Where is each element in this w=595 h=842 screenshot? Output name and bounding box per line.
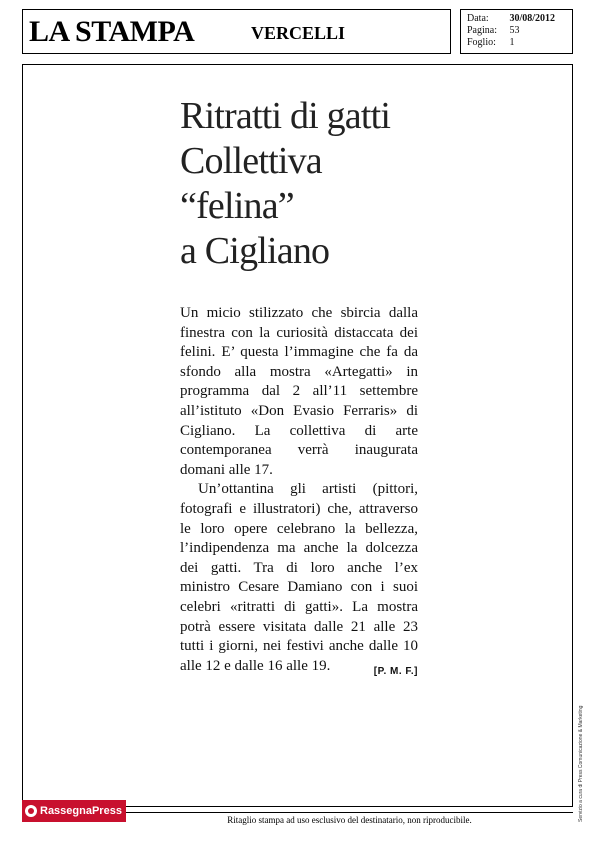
meta-sheet bbox=[467, 37, 515, 49]
article-body bbox=[180, 304, 418, 681]
article-headline bbox=[180, 94, 440, 274]
newspaper-masthead: LA STAMPA bbox=[29, 15, 195, 48]
headline-line: a Cigliano bbox=[180, 230, 330, 272]
rassegnapress-logo bbox=[22, 800, 126, 822]
service-credit: Servizio a cura di Press Comunicazione & Marketing bbox=[578, 705, 584, 822]
article-paragraph bbox=[180, 480, 418, 676]
meta-sheet-value: 1 bbox=[509, 37, 515, 48]
clipping-meta-box bbox=[460, 9, 573, 54]
byline: [P. M. F.] bbox=[373, 665, 418, 677]
meta-date bbox=[467, 13, 555, 25]
headline-line: Collettiva bbox=[180, 140, 322, 182]
logo-mark-icon bbox=[25, 805, 37, 817]
meta-date-value: 30/08/2012 bbox=[509, 13, 556, 24]
meta-sheet-label: Foglio: bbox=[467, 37, 496, 48]
meta-page bbox=[467, 25, 520, 37]
article-paragraph: Un micio stilizzato che sbircia dalla finestra con la curiosità distaccata dei felini. E’ questa l’immagine che fa da sfondo alla mostra «Artegatti» in programma dal 2 all’11 settembre all’istituto «Don Evasio Ferraris» di Cigliano. La collettiva di arte contemporanea verrà inaugurata domani alle 17. bbox=[180, 305, 418, 478]
footer-disclaimer: Ritaglio stampa ad uso esclusivo del destinatario, non riproducibile. bbox=[227, 815, 472, 825]
meta-page-value: 53 bbox=[509, 25, 520, 36]
masthead-box bbox=[22, 9, 451, 54]
article-paragraph-text: Un’ottantina gli artisti (pittori, fotografi e illustratori) che, attraverso le loro opere celebrano la bellezza, l’indipendenza ma anche la dolcezza dei gatti. Tra di loro anche l’ex ministro Cesare Damiano con i suoi celebri «ritratti di gatti». La mostra potrà essere visitata dalle 21 alle 23 tutti i giorni, nei festivi anche dalle 10 alle 12 e dalle 16 alle 19. bbox=[180, 481, 418, 674]
headline-line: “felina” bbox=[180, 185, 294, 227]
meta-date-label: Data: bbox=[467, 13, 489, 24]
meta-page-label: Pagina: bbox=[467, 25, 497, 36]
footer-divider bbox=[126, 812, 573, 813]
logo-text: RassegnaPress bbox=[40, 805, 122, 817]
headline-line: Ritratti di gatti bbox=[180, 95, 391, 137]
edition-label: VERCELLI bbox=[251, 23, 346, 43]
